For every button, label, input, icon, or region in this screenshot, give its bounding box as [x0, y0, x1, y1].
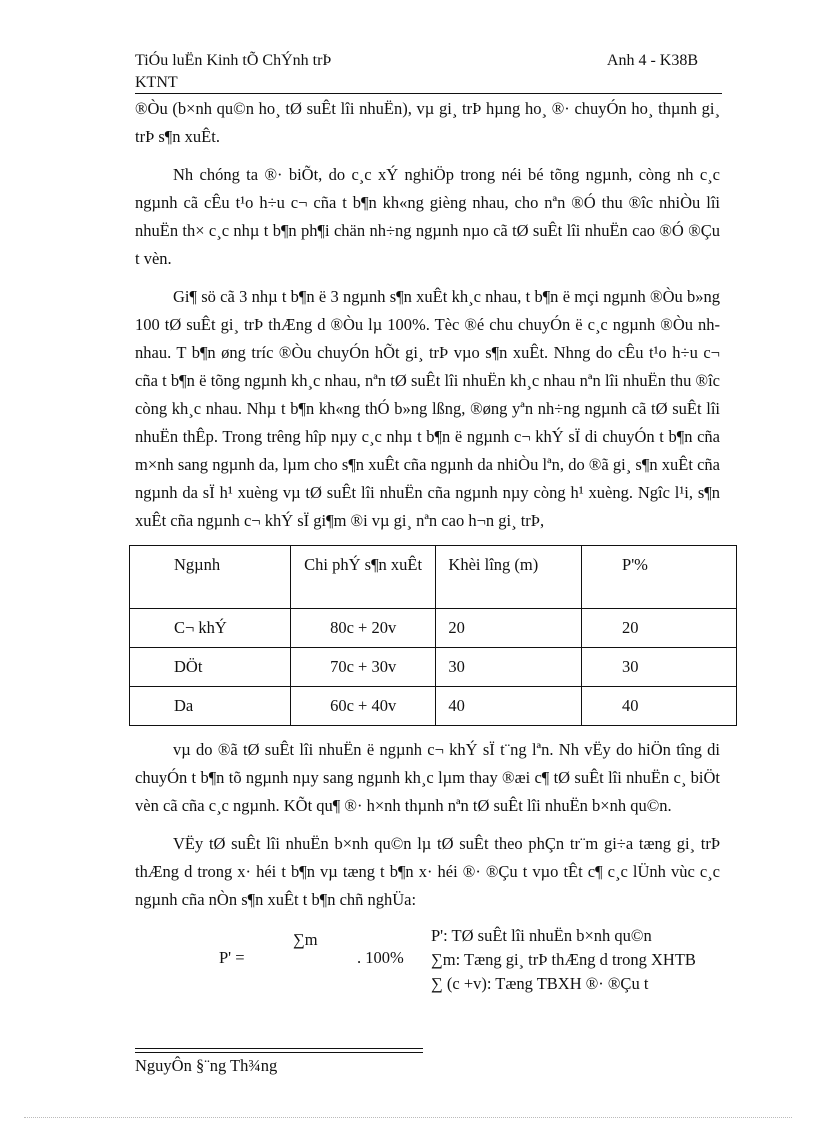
page-bottom-border: [24, 1117, 792, 1118]
header-divider: [135, 93, 722, 94]
header-class: Anh 4 - K38B: [606, 52, 698, 69]
table-header-row: [130, 546, 737, 609]
table-cell: 20: [436, 609, 582, 648]
header-subtitle: KTNT: [135, 74, 178, 91]
paragraph-2: Nh chóng ta ®· biÕt, do c¸c xÝ nghiÖp trong néi bé tõng ngµnh, còng nh c¸c ngµnh cã cÊu t¹o h÷u c¬ cña t b¶n kh«ng gièng nhau, cho nªn ®Ó thu ®îc nhiÒu lîi nhuËn th× c¸c nhµ t b¶n ph¶i chän nh÷ng ngµnh nµo cã tØ suÊt lîi nhuËn cao ®Ó ®Çu t vèn.: [135, 165, 720, 268]
table-header-cell: Ngµnh: [130, 546, 291, 609]
footer-divider: [135, 1048, 423, 1049]
table-cell: 30: [582, 648, 737, 687]
formula-numerator: ∑m: [293, 930, 318, 949]
table-cell: 20: [582, 609, 737, 648]
formula-note: ∑ (c +v): Tæng TBXH ®· ®Çu t: [431, 974, 649, 993]
table-cell: 40: [582, 687, 737, 726]
footer-divider: [135, 1052, 423, 1053]
table-cell: DÖt: [130, 648, 291, 687]
table-cell: C¬ khÝ: [130, 609, 291, 648]
table-row: [130, 609, 737, 648]
table-cell: 80c + 20v: [290, 609, 436, 648]
footer-author: NguyÔn §¨ng Th¾ng: [135, 1056, 278, 1075]
paragraph-5: VËy tØ suÊt lîi nhuËn b×nh qu©n lµ tØ suÊt theo phÇn tr¨m gi÷a tæng gi¸ trÞ thÆng d trong x· héi t b¶n vµ tæng t b¶n x· héi ®· ®Çu t vµo tÊt c¶ c¸c lÜnh vùc c¸c ngµnh cña nÒn s¶n xuÊt t b¶n chñ nghÜa:: [135, 834, 720, 909]
formula-lhs: P' =: [219, 948, 245, 967]
table-header-cell: P'%: [582, 546, 737, 609]
industry-table: [129, 545, 737, 726]
formula-percent: . 100%: [357, 948, 404, 967]
table-header-cell: Chi phÝ s¶n xuÊt: [290, 546, 436, 609]
table-row: [130, 687, 737, 726]
header-title: TiÓu luËn Kinh tÕ ChÝnh trÞ: [135, 52, 332, 69]
formula-note: P': TØ suÊt lîi nhuËn b×nh qu©n: [431, 926, 652, 945]
document-body: [135, 95, 720, 1018]
paragraph-4: vµ do ®ã tØ suÊt lîi nhuËn ë ngµnh c¬ khÝ sÏ t¨ng lªn. Nh vËy do hiÖn tîng di chuyÓn t b¶n tõ ngµnh nµy sang ngµnh kh¸c lµm thay ®æi c¶ tØ suÊt lîi nhuËn c¸ biÖt vèn cã cña c¸c ngµnh. KÕt qu¶ ®· h×nh thµnh nªn tØ suÊt lîi nhuËn b×nh qu©n.: [135, 740, 720, 815]
formula-note: ∑m: Tæng gi¸ trÞ thÆng d trong XHTB: [431, 950, 696, 969]
paragraph-1: ®Òu (b×nh qu©n ho¸ tØ suÊt lîi nhuËn), vµ gi¸ trÞ hµng ho¸ ®· chuyÓn ho¸ thµnh gi¸ trÞ s¶n xuÊt.: [135, 99, 720, 146]
table-cell: 40: [436, 687, 582, 726]
formula-notes: [431, 924, 731, 993]
table-header-cell: Khèi lîng (m): [436, 546, 582, 609]
table-cell: 60c + 40v: [290, 687, 436, 726]
paragraph-3: Gi¶ sö cã 3 nhµ t b¶n ë 3 ngµnh s¶n xuÊt kh¸c nhau, t b¶n ë mçi ngµnh ®Òu b»ng 100 tØ suÊt gi¸ trÞ thÆng d ®Òu lµ 100%. Tèc ®é chu chuyÓn ë c¸c ngµnh ®Òu nh nhau. T b¶n øng tríc ®Òu chuyÓn hÕt gi¸ trÞ vµo s¶n xuÊt. Nhng do cÊu t¹o h÷u c¬ cña t b¶n ë tõng ngµnh kh¸c nhau, nªn tØ suÊt lîi nhuËn kh¸c nhau nªn lîi nhuËn thu ®îc còng kh¸c nhau. Nhµ t b¶n kh«ng thÓ b»ng lßng, ®øng yªn nh÷ng ngµnh cã tØ suÊt lîi nhuËn thÊp. Trong trêng hîp nµy c¸c nhµ t b¶n ë ngµnh c¬ khÝ sÏ di chuyÓn t b¶n cña m×nh sang ngµnh da, lµm cho s¶n xuÊt cña ngµnh da nhiÒu lªn, do ®ã gi¸ s¶n xuÊt cña ngµnh da sÏ h¹ xuèng vµ tØ suÊt lîi nhuËn cña ngµnh nµy còng h¹ xuèng. Ngîc l¹i, s¶n xuÊt cña ngµnh c¬ khÝ sÏ gi¶m ®i vµ gi¸ nªn cao h¬n gi¸ trÞ,: [135, 287, 720, 530]
table-cell: 70c + 30v: [290, 648, 436, 687]
table-cell: Da: [130, 687, 291, 726]
table-row: [130, 648, 737, 687]
table-cell: 30: [436, 648, 582, 687]
formula-block: [135, 928, 720, 1018]
header-left: [135, 50, 331, 94]
